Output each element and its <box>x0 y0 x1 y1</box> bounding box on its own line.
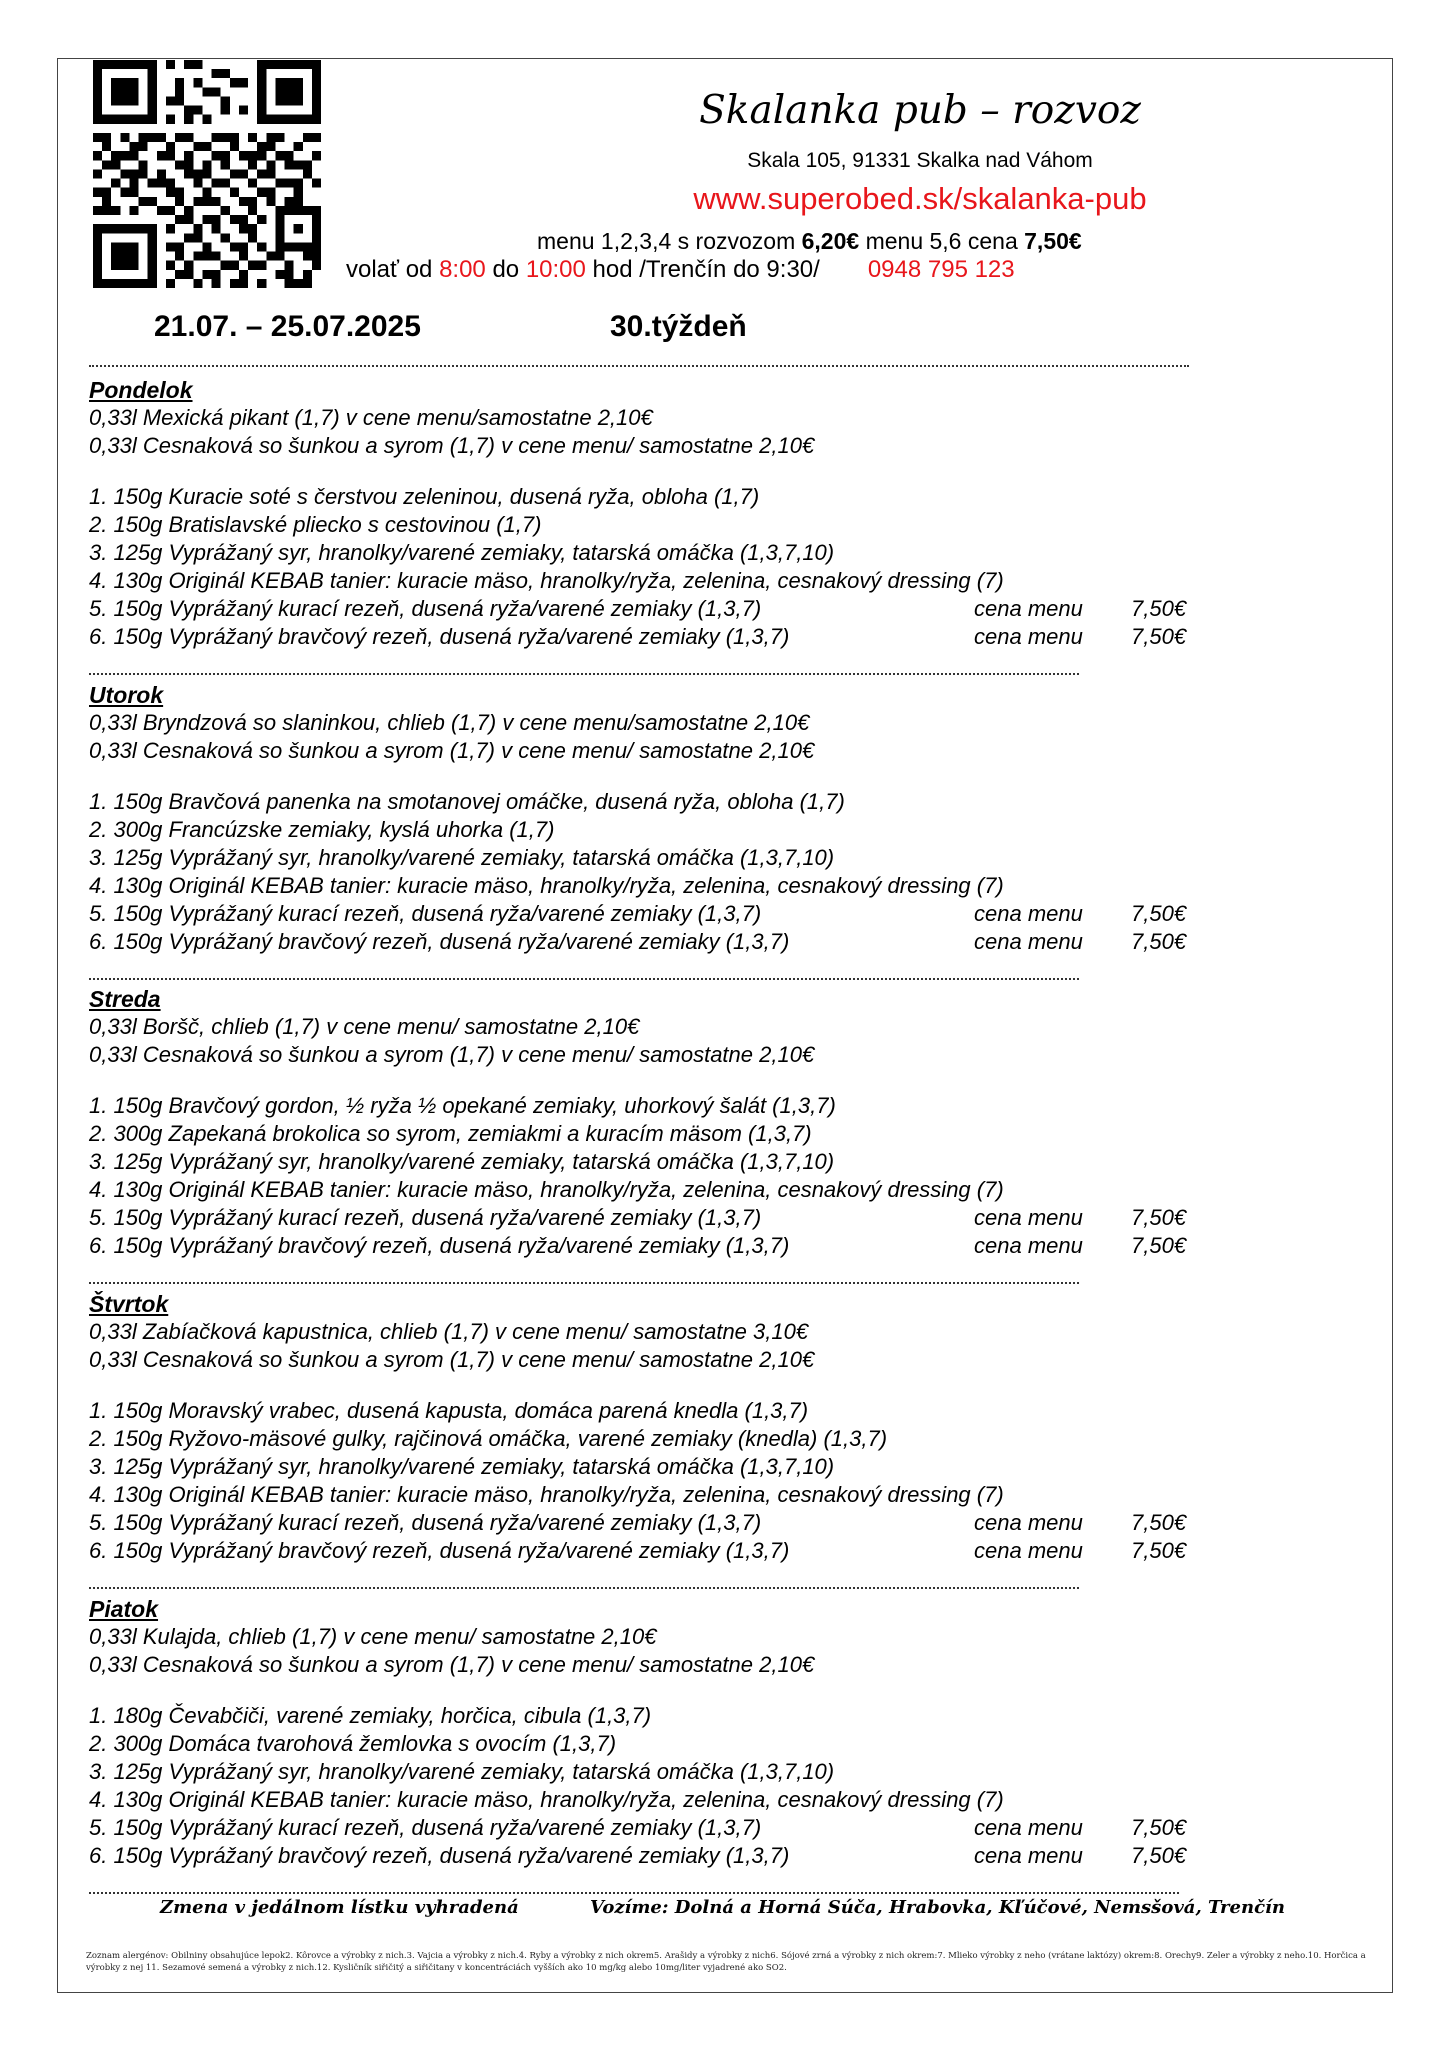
phone-number[interactable]: 0948 795 123 <box>867 256 1015 283</box>
meal-item: 1. 150g Bravčová panenka na smotanovej omáčke, dusená ryža, obloha (1,7) <box>89 789 845 814</box>
meal-text: 6. 150g Vyprážaný bravčový rezeň, dusená ryža/varené zemiaky (1,3,7) <box>89 624 790 649</box>
meal-item: 2. 150g Ryžovo-mäsové gulky, rajčinová omáčka, varené zemiaky (knedla) (1,3,7) <box>89 1426 888 1451</box>
day-section-piatok <box>89 1595 1349 1870</box>
week-number: 30.týždeň <box>610 310 747 343</box>
call-hours-line <box>346 256 1015 284</box>
price-value: 7,50€ <box>1131 1538 1187 1563</box>
meal-item-with-price <box>89 1204 1349 1232</box>
soup-item: 0,33l Cesnaková so šunkou a syrom (1,7) v cene menu/ samostatne 2,10€ <box>89 1347 815 1372</box>
meal-item-with-price <box>89 623 1349 651</box>
call-rest: hod /Trenčín do 9:30/ <box>585 256 820 283</box>
meal-item-with-price <box>89 1814 1349 1842</box>
price-label: cena menu <box>974 596 1083 621</box>
meal-item: 4. 130g Originál KEBAB tanier: kuracie mäso, hranolky/ryža, zelenina, cesnakový dressing (7) <box>89 873 1004 898</box>
call-from-time: 8:00 <box>439 256 486 283</box>
price-label: cena menu <box>974 624 1083 649</box>
price-value: 7,50€ <box>1131 1815 1187 1840</box>
price-value: 7,50€ <box>1131 1205 1187 1230</box>
meal-item: 3. 125g Vyprážaný syr, hranolky/varené zemiaky, tatarská omáčka (1,3,7,10) <box>89 540 835 565</box>
meal-item-with-price <box>89 928 1349 956</box>
price-value: 7,50€ <box>1131 1510 1187 1535</box>
meal-text: 5. 150g Vyprážaný kurací rezeň, dusená ryža/varené zemiaky (1,3,7) <box>89 1815 762 1840</box>
day-section-utorok <box>89 681 1349 956</box>
soup-item: 0,33l Cesnaková so šunkou a syrom (1,7) v cene menu/ samostatne 2,10€ <box>89 433 815 458</box>
price-value: 7,50€ <box>1131 596 1187 621</box>
call-to-label: do <box>485 256 526 283</box>
price-label: cena menu <box>974 1233 1083 1258</box>
divider <box>89 365 1189 367</box>
meal-item: 3. 125g Vyprážaný syr, hranolky/varené zemiaky, tatarská omáčka (1,3,7,10) <box>89 1759 835 1784</box>
call-to-time: 10:00 <box>525 256 586 283</box>
meal-item: 3. 125g Vyprážaný syr, hranolky/varené zemiaky, tatarská omáčka (1,3,7,10) <box>89 1149 835 1174</box>
call-label: volať od <box>346 256 440 283</box>
meal-text: 5. 150g Vyprážaný kurací rezeň, dusená ryža/varené zemiaky (1,3,7) <box>89 901 762 926</box>
pricing-price-1: 6,20€ <box>801 228 860 254</box>
price-label: cena menu <box>974 1205 1083 1230</box>
meal-item-with-price <box>89 1232 1349 1260</box>
meal-text: 5. 150g Vyprážaný kurací rezeň, dusená ryža/varené zemiaky (1,3,7) <box>89 1510 762 1535</box>
price-label: cena menu <box>974 1538 1083 1563</box>
meal-item: 1. 150g Moravský vrabec, dusená kapusta, domáca parená knedla (1,3,7) <box>89 1398 809 1423</box>
meal-text: 6. 150g Vyprážaný bravčový rezeň, dusená ryža/varené zemiaky (1,3,7) <box>89 1538 790 1563</box>
day-section-streda <box>89 985 1349 1260</box>
meal-item: 4. 130g Originál KEBAB tanier: kuracie mäso, hranolky/ryža, zelenina, cesnakový dressing (7) <box>89 1787 1004 1812</box>
price-label: cena menu <box>974 1815 1083 1840</box>
meal-item: 3. 125g Vyprážaný syr, hranolky/varené zemiaky, tatarská omáčka (1,3,7,10) <box>89 845 835 870</box>
meal-item-with-price <box>89 900 1349 928</box>
divider <box>89 673 1079 675</box>
meal-item: 1. 180g Čevabčiči, varené zemiaky, horčica, cibula (1,3,7) <box>89 1703 652 1728</box>
date-range: 21.07. – 25.07.2025 <box>154 310 421 343</box>
day-section-pondelok <box>89 376 1349 651</box>
meal-item: 2. 300g Domáca tvarohová žemlovka s ovocím (1,3,7) <box>89 1731 617 1756</box>
meal-item: 4. 130g Originál KEBAB tanier: kuracie mäso, hranolky/ryža, zelenina, cesnakový dressing (7) <box>89 568 1004 593</box>
meal-item: 2. 150g Bratislavské pliecko s cestovinou (1,7) <box>89 512 542 537</box>
meal-text: 5. 150g Vyprážaný kurací rezeň, dusená ryža/varené zemiaky (1,3,7) <box>89 596 762 621</box>
soup-item: 0,33l Boršč, chlieb (1,7) v cene menu/ samostatne 2,10€ <box>89 1014 640 1039</box>
meal-item: 4. 130g Originál KEBAB tanier: kuracie mäso, hranolky/ryža, zelenina, cesnakový dressing (7) <box>89 1177 1004 1202</box>
price-label: cena menu <box>974 1843 1083 1868</box>
soup-item: 0,33l Mexická pikant (1,7) v cene menu/samostatne 2,10€ <box>89 405 653 430</box>
meal-item-with-price <box>89 595 1349 623</box>
divider <box>89 1282 1079 1284</box>
day-name: Utorok <box>89 682 164 708</box>
meal-item: 2. 300g Zapekaná brokolica so syrom, zemiakmi a kuracím mäsom (1,3,7) <box>89 1121 812 1146</box>
pricing-price-2: 7,50€ <box>1024 228 1082 254</box>
price-value: 7,50€ <box>1131 929 1187 954</box>
meal-item-with-price <box>89 1537 1349 1565</box>
meal-text: 6. 150g Vyprážaný bravčový rezeň, dusená ryža/varené zemiaky (1,3,7) <box>89 929 790 954</box>
pub-title: Skalanka pub – rozvoz <box>699 88 1141 133</box>
day-name: Piatok <box>89 1596 159 1622</box>
day-name: Pondelok <box>89 377 193 403</box>
meal-item: 4. 130g Originál KEBAB tanier: kuracie mäso, hranolky/ryža, zelenina, cesnakový dressing (7) <box>89 1482 1004 1507</box>
pricing-text-2: menu 5,6 cena <box>859 228 1025 254</box>
soup-item: 0,33l Kulajda, chlieb (1,7) v cene menu/ samostatne 2,10€ <box>89 1624 657 1649</box>
meal-text: 6. 150g Vyprážaný bravčový rezeň, dusená ryža/varené zemiaky (1,3,7) <box>89 1233 790 1258</box>
allergen-list: Zoznam alergénov: Obilniny obsahujúce lepok2. Kôrovce a výrobky z nich.3. Vajcia a výrobky z nich.4. Ryby a výrobky z nich okrem5. Arašidy a výrobky z nich6. Sójové zrná a výrobky z nich okrem:7. Mlieko výrobky z neho (vrátane laktózy) okrem:8. Orechy9. Zeler a výrobky z neho.10. Horčica a výrobky z nej 11. Sezamové semená a výrobky z nich.12. Kysličník siřičitý a siřičitany v koncentráciách vyšších ako 10 mg/kg alebo 10mg/liter vyjadrené ako SO2. <box>86 1951 1366 1973</box>
divider <box>89 1587 1079 1589</box>
change-note: Zmena v jedálnom lístku vyhradená <box>160 1897 519 1918</box>
day-name: Štvrtok <box>89 1291 169 1317</box>
soup-item: 0,33l Zabíačková kapustnica, chlieb (1,7) v cene menu/ samostatne 3,10€ <box>89 1319 809 1344</box>
day-section-stvrtok <box>89 1290 1349 1565</box>
price-value: 7,50€ <box>1131 901 1187 926</box>
meal-item-with-price <box>89 1509 1349 1537</box>
meal-item: 3. 125g Vyprážaný syr, hranolky/varené zemiaky, tatarská omáčka (1,3,7,10) <box>89 1454 835 1479</box>
meal-text: 6. 150g Vyprážaný bravčový rezeň, dusená ryža/varené zemiaky (1,3,7) <box>89 1843 790 1868</box>
pub-address: Skala 105, 91331 Skalka nad Váhom <box>747 149 1093 172</box>
price-value: 7,50€ <box>1131 1843 1187 1868</box>
pricing-line <box>537 228 1082 255</box>
price-value: 7,50€ <box>1131 1233 1187 1258</box>
price-label: cena menu <box>974 901 1083 926</box>
divider <box>89 1892 1179 1894</box>
meal-item-with-price <box>89 1842 1349 1870</box>
price-value: 7,50€ <box>1131 624 1187 649</box>
divider <box>89 978 1079 980</box>
price-label: cena menu <box>974 1510 1083 1535</box>
qr-code <box>93 60 321 288</box>
pricing-text-1: menu 1,2,3,4 s rozvozom <box>537 228 802 254</box>
website-link[interactable]: www.superobed.sk/skalanka-pub <box>693 181 1147 216</box>
meal-item: 1. 150g Kuracie soté s čerstvou zeleninou, dusená ryža, obloha (1,7) <box>89 484 760 509</box>
delivery-areas: Vozíme: Dolná a Horná Súča, Hrabovka, Kľúčové, Nemsšová, Trenčín <box>590 1897 1285 1918</box>
meal-item: 1. 150g Bravčový gordon, ½ ryža ½ opekané zemiaky, uhorkový šalát (1,3,7) <box>89 1093 836 1118</box>
meal-text: 5. 150g Vyprážaný kurací rezeň, dusená ryža/varené zemiaky (1,3,7) <box>89 1205 762 1230</box>
soup-item: 0,33l Cesnaková so šunkou a syrom (1,7) v cene menu/ samostatne 2,10€ <box>89 1042 815 1067</box>
price-label: cena menu <box>974 929 1083 954</box>
soup-item: 0,33l Cesnaková so šunkou a syrom (1,7) v cene menu/ samostatne 2,10€ <box>89 1652 815 1677</box>
soup-item: 0,33l Cesnaková so šunkou a syrom (1,7) v cene menu/ samostatne 2,10€ <box>89 738 815 763</box>
day-name: Streda <box>89 986 161 1012</box>
meal-item: 2. 300g Francúzske zemiaky, kyslá uhorka (1,7) <box>89 817 555 842</box>
soup-item: 0,33l Bryndzová so slaninkou, chlieb (1,7) v cene menu/samostatne 2,10€ <box>89 710 810 735</box>
